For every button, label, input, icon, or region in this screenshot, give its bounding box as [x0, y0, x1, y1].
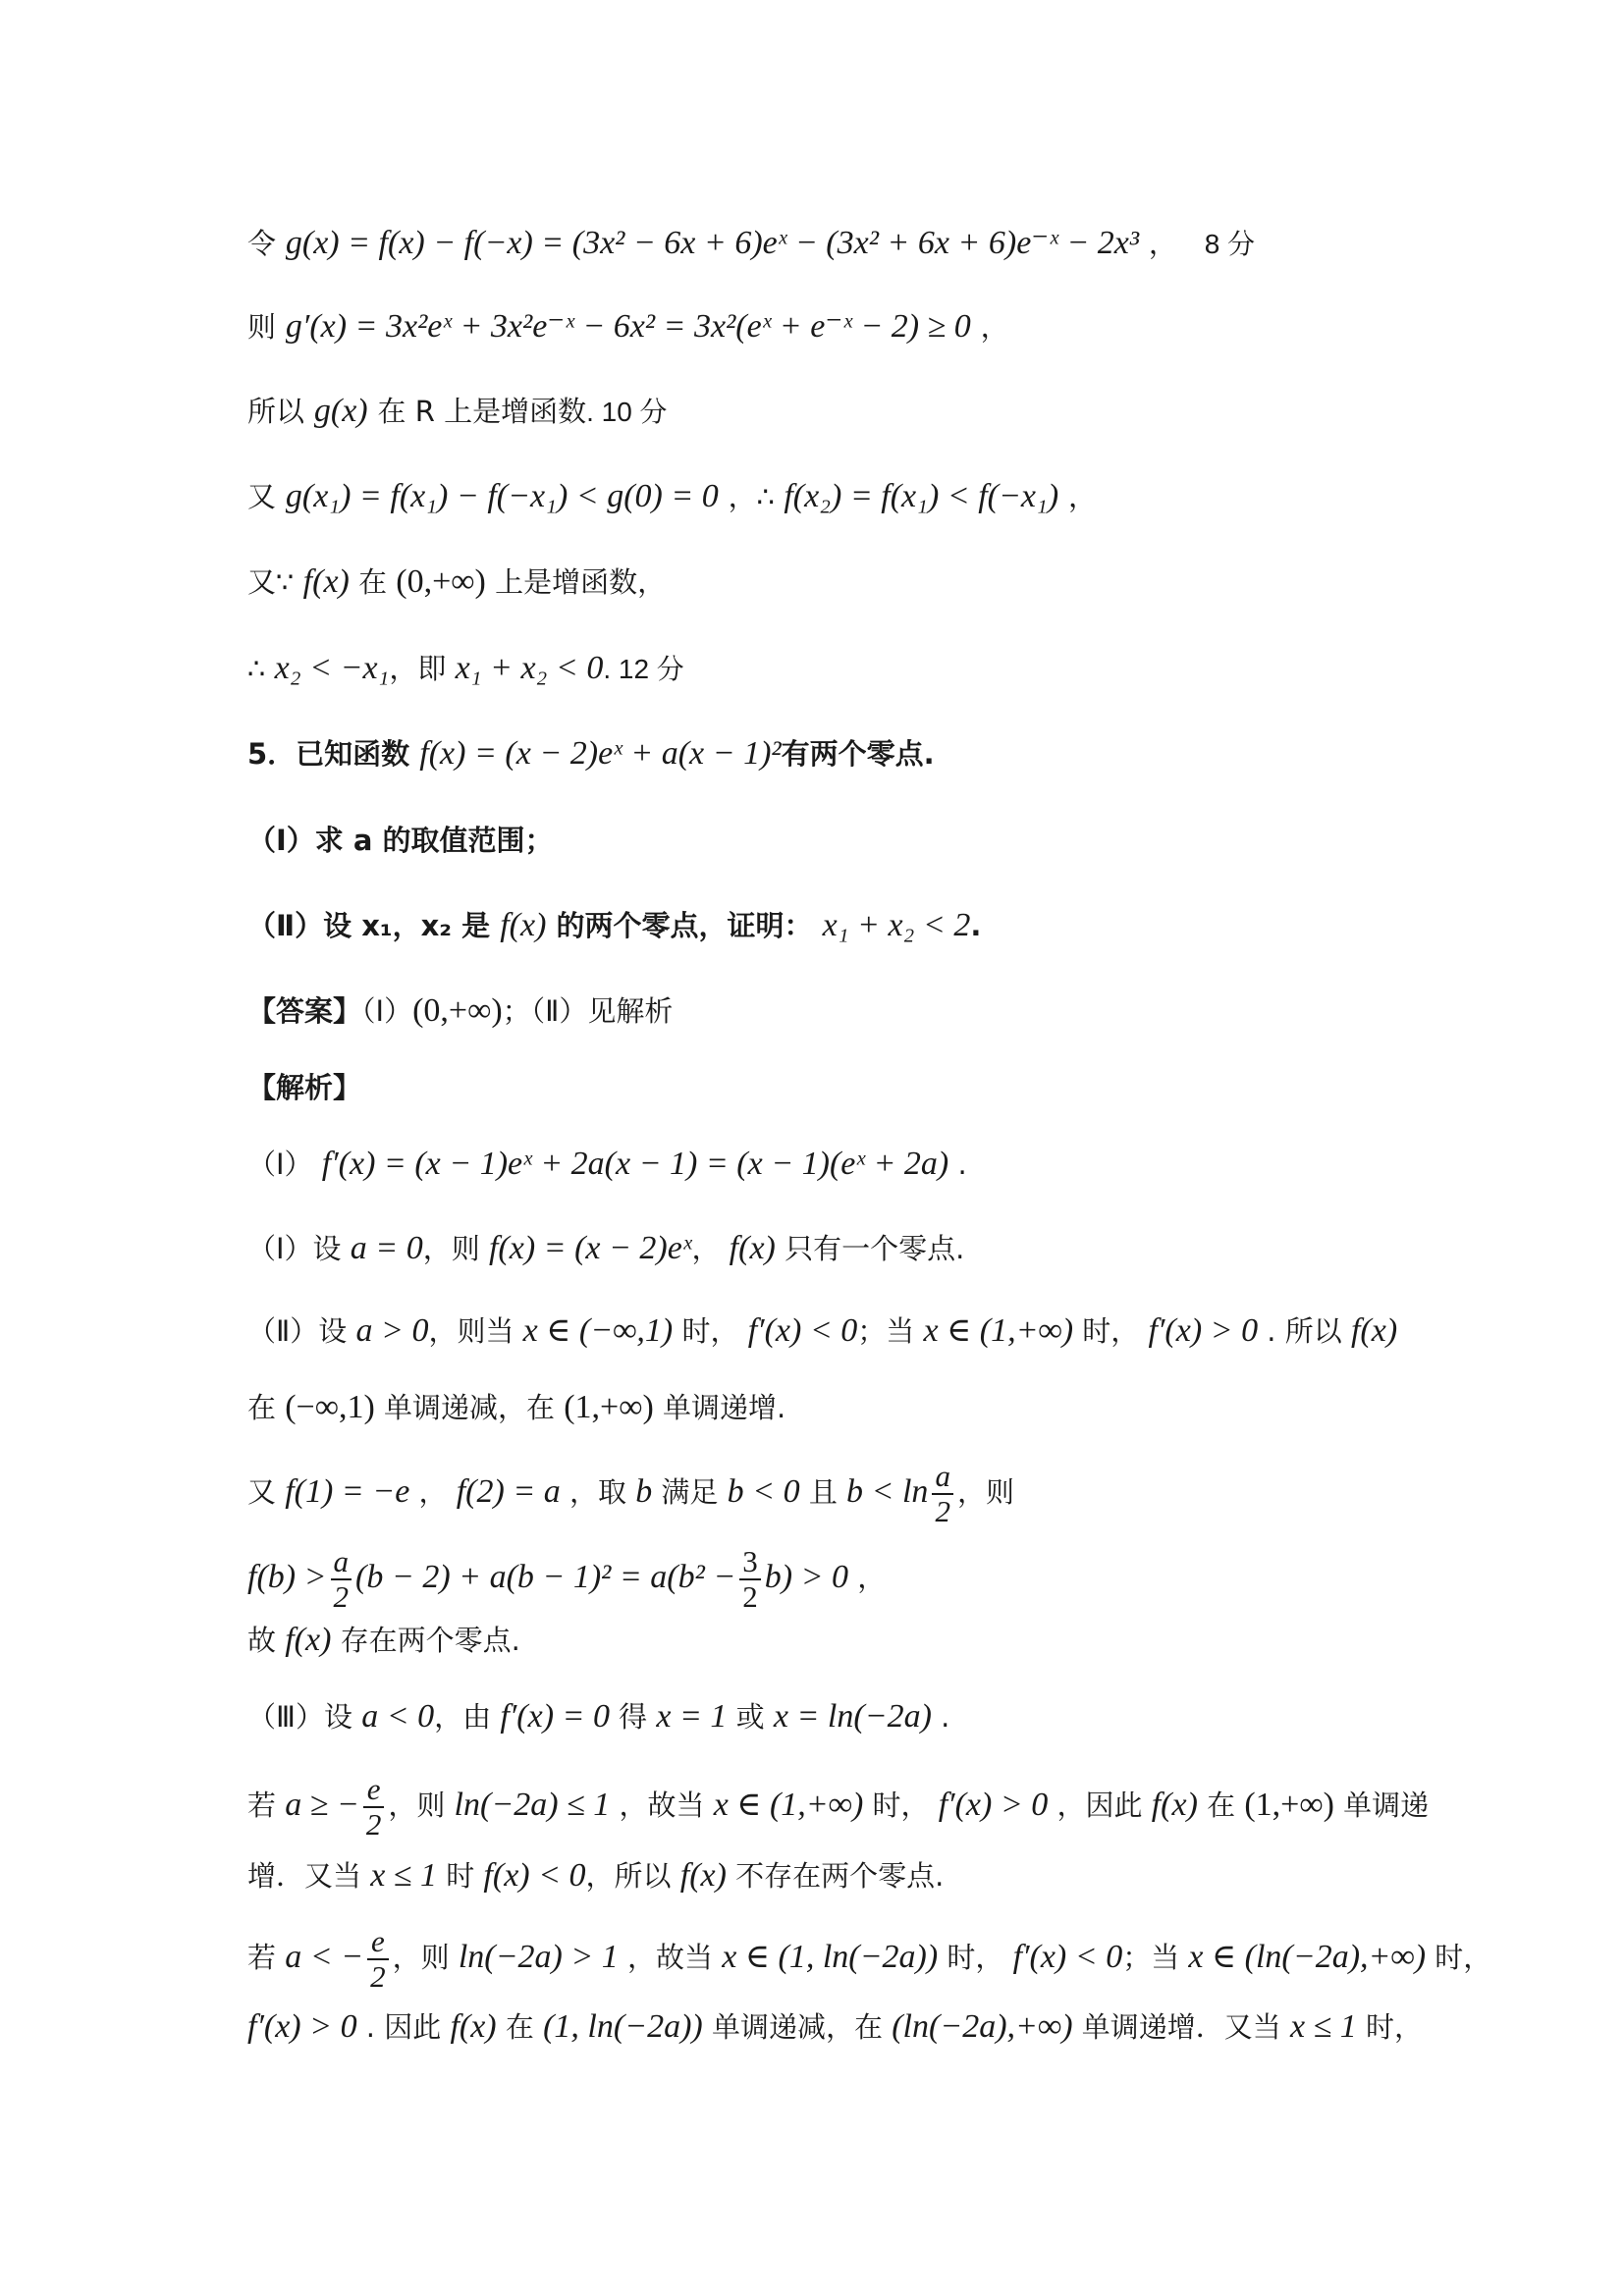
math: f(x): [1151, 1787, 1198, 1823]
math: f(x) = (x − 2)eˣ: [488, 1230, 692, 1266]
math: a ≥ −: [285, 1787, 359, 1823]
text: 单调递增.: [653, 1391, 786, 1424]
answer-tag: 【答案】: [247, 994, 362, 1028]
text: 则: [247, 310, 277, 344]
fraction-numerator: a: [932, 1460, 953, 1495]
math: f(x) < 0: [483, 1857, 586, 1894]
text: ，所以: [585, 1859, 680, 1893]
math: f′(x) > 0: [938, 1787, 1049, 1823]
text: 又: [247, 480, 277, 513]
text: 所以: [247, 395, 305, 428]
text: （Ⅱ）设 x₁，x₂ 是: [247, 909, 501, 942]
text: 的两个零点，证明：: [546, 909, 823, 942]
solution-subcase-1: [247, 1769, 1430, 1842]
fraction-numerator: e: [367, 1925, 389, 1960]
line-g-definition: [247, 222, 1406, 266]
solution-case-a-positive: [247, 1309, 1406, 1353]
score: 8 分: [1204, 229, 1256, 259]
math: f(x): [450, 2008, 497, 2045]
fraction-numerator: e: [363, 1773, 385, 1808]
line-conclusion: [247, 647, 1406, 691]
answer-line: [247, 989, 1406, 1033]
text: （Ⅰ）: [361, 994, 413, 1028]
solution-case-a-zero: [247, 1227, 1406, 1270]
math: f(x₂) = f(x₁) < f(−x₁): [784, 478, 1059, 514]
solution-subcase-2: [247, 1921, 1492, 1994]
text: （Ⅰ）: [247, 1148, 322, 1181]
fraction: [363, 1773, 385, 1842]
text: ，: [691, 1232, 730, 1265]
text: 或: [727, 1700, 774, 1734]
text: 不存在两个零点.: [726, 1859, 945, 1893]
line-g-derivative: [247, 305, 1406, 348]
text: 得: [609, 1700, 657, 1734]
analysis-tag: 【解析】: [247, 1071, 362, 1104]
math: f(x): [679, 1857, 727, 1894]
math: (ln(−2a),+∞): [892, 2008, 1073, 2045]
text: （Ⅰ）求 a 的取值范围；: [247, 824, 554, 857]
fraction: [331, 1545, 352, 1614]
math: a < −: [285, 1939, 364, 1975]
text: ，: [980, 310, 1009, 344]
math: f(x): [1350, 1312, 1398, 1349]
math: f(2) = a: [456, 1473, 561, 1510]
text: ，则: [392, 1941, 459, 1974]
score: . 10 分: [586, 397, 668, 427]
math: f(x): [302, 563, 350, 600]
solution-derivative: [247, 1143, 1406, 1186]
text: 时，: [938, 1941, 1013, 1974]
solution-two-zeros: [247, 1619, 1406, 1662]
math: f(x): [285, 1622, 332, 1658]
solution-subcase-1-cont: [247, 1854, 1406, 1897]
text: 在: [349, 565, 397, 599]
text: 满足: [652, 1475, 728, 1509]
text: 若: [247, 1789, 286, 1822]
fraction-numerator: a: [331, 1545, 352, 1580]
math: f(x) = (x − 2)eˣ + a(x − 1)²: [419, 735, 782, 772]
text: ，∴: [728, 480, 785, 513]
math: x₂ < −x₁: [274, 650, 390, 686]
math: f′(x) < 0: [1012, 1939, 1123, 1975]
math: x ∈ (1,+∞): [923, 1312, 1074, 1349]
text: 故: [247, 1624, 286, 1657]
math: a = 0: [350, 1230, 423, 1266]
math: g(x₁) = f(x₁) − f(−x₁) < g(0) = 0: [285, 478, 719, 514]
line-g-x1: [247, 475, 1406, 518]
text: 时，: [1356, 2010, 1423, 2044]
text: 又∵: [247, 565, 303, 599]
math: g(x): [313, 393, 368, 429]
text: 时: [436, 1859, 484, 1893]
solution-subcase-2-cont: [247, 2005, 1423, 2049]
math: (1, ln(−2a)): [543, 2008, 703, 2045]
math: a < 0: [361, 1698, 435, 1735]
text: ，即: [389, 652, 456, 685]
math: x = 1: [656, 1698, 728, 1735]
text: 且: [799, 1475, 847, 1509]
text: 存在两个零点.: [331, 1624, 520, 1657]
text: .: [948, 1148, 967, 1181]
math: f′(x) = 0: [500, 1698, 610, 1735]
math: (0,+∞): [412, 992, 503, 1029]
math: x ≤ 1: [370, 1857, 437, 1894]
text: 时，: [863, 1789, 939, 1822]
text: （Ⅲ）设: [247, 1700, 362, 1734]
text: ，故当: [610, 1789, 714, 1822]
question-number: 5．已知函数: [247, 737, 420, 771]
text: 上是增函数，: [485, 565, 667, 599]
text: 时，: [1426, 1941, 1492, 1974]
solution-monotonic: [247, 1386, 1406, 1429]
text: ，取: [560, 1475, 636, 1509]
math: f′(x) = (x − 1)eˣ + 2a(x − 1) = (x − 1)(eˣ + 2a): [321, 1146, 949, 1182]
solution-case-a-negative: [247, 1695, 1406, 1738]
fraction: [367, 1925, 389, 1994]
text: 又: [247, 1475, 286, 1509]
math: x ∈ (1, ln(−2a)): [722, 1939, 939, 1975]
text: ，由: [434, 1700, 501, 1734]
analysis-tag-line: [247, 1066, 1406, 1109]
math: ln(−2a) > 1: [458, 1939, 619, 1975]
math: (0,+∞): [396, 563, 486, 600]
text: ，: [409, 1475, 457, 1509]
line-g-increasing: [247, 390, 1406, 434]
math: b) > 0: [764, 1559, 849, 1595]
fraction: [739, 1545, 761, 1614]
math: x ≤ 1: [1290, 2008, 1357, 2045]
math: x₁ + x₂ < 2: [822, 907, 971, 943]
solution-choose-b: [247, 1456, 1406, 1528]
solution-fb-positive: [247, 1541, 1406, 1614]
text: 令: [247, 227, 277, 260]
math: (b − 2) + a(b − 1)² = a(b² −: [355, 1559, 736, 1595]
math: (1,+∞): [1244, 1787, 1334, 1823]
fraction-denominator: 2: [370, 1958, 386, 1994]
math: f(x): [729, 1230, 776, 1266]
text: 单调递增．又当: [1072, 2010, 1290, 2044]
math: g′(x) = 3x²eˣ + 3x²e⁻ˣ − 6x² = 3x²(eˣ + e⁻ˣ − 2) ≥ 0: [285, 308, 971, 345]
text: （Ⅰ）设: [247, 1232, 351, 1265]
text: 在 R 上是增函数: [377, 395, 587, 428]
text: ，因此: [1048, 1789, 1152, 1822]
text: 若: [247, 1941, 286, 1974]
text: . 因此: [356, 2010, 451, 2044]
score: . 12 分: [603, 654, 684, 684]
text: 单调递减，在: [374, 1391, 565, 1424]
math: g(x) = f(x) − f(−x) = (3x² − 6x + 6)eˣ − (3x² + 6x + 6)e⁻ˣ − 2x³: [285, 225, 1140, 261]
math: f(b) >: [247, 1559, 327, 1595]
text: ∴: [247, 652, 275, 685]
text: 增．又当: [247, 1859, 371, 1893]
text: ，: [848, 1561, 887, 1594]
text: 在: [247, 1391, 286, 1424]
text: ，则: [388, 1789, 455, 1822]
fraction-denominator: 2: [742, 1578, 758, 1614]
math: x ∈ (ln(−2a),+∞): [1188, 1939, 1427, 1975]
math: (1,+∞): [564, 1389, 654, 1425]
fraction-denominator: 2: [333, 1578, 350, 1614]
text: ；当: [1122, 1941, 1189, 1974]
text: .: [931, 1700, 950, 1734]
text: （Ⅱ）设: [247, 1314, 356, 1348]
fraction: [932, 1460, 953, 1528]
math: x₁ + x₂ < 0: [455, 650, 604, 686]
question-5-part-1: [247, 819, 1406, 862]
question-5: [247, 732, 1406, 775]
fraction-denominator: 2: [935, 1493, 950, 1528]
text: . 所以: [1258, 1314, 1351, 1348]
math: a > 0: [355, 1312, 429, 1349]
text: 单调递减，在: [702, 2010, 893, 2044]
line-f-increasing: [247, 561, 1406, 604]
math: x ∈ (1,+∞): [713, 1787, 864, 1823]
text: 在: [1197, 1789, 1245, 1822]
math: b < 0: [727, 1473, 800, 1510]
math: b < ln: [846, 1473, 929, 1510]
text: ，则当: [428, 1314, 523, 1348]
text: ，: [1068, 480, 1098, 513]
text: ，: [1148, 227, 1177, 260]
text: ，则: [956, 1475, 1014, 1509]
text: 有两个零点.: [781, 737, 935, 771]
text: ；当: [857, 1314, 924, 1348]
math: ln(−2a) ≤ 1: [454, 1787, 611, 1823]
math: f′(x) > 0: [1148, 1312, 1259, 1349]
text: ，则: [422, 1232, 489, 1265]
math: x ∈ (−∞,1): [522, 1312, 674, 1349]
text: 只有一个零点.: [775, 1232, 965, 1265]
text: 时，: [1073, 1314, 1149, 1348]
text: ；（Ⅱ）见解析: [502, 994, 674, 1028]
text: .: [970, 909, 982, 942]
text: ，故当: [618, 1941, 723, 1974]
math: b: [635, 1473, 653, 1510]
question-5-part-2: [247, 904, 1406, 947]
math: (−∞,1): [285, 1389, 375, 1425]
text: 在: [496, 2010, 544, 2044]
math: f′(x) < 0: [747, 1312, 858, 1349]
fraction-numerator: 3: [739, 1545, 761, 1580]
math: f(1) = −e: [285, 1473, 410, 1510]
text: 单调递: [1333, 1789, 1430, 1822]
math: f(x): [500, 907, 547, 943]
text: 时，: [673, 1314, 748, 1348]
fraction-denominator: 2: [365, 1806, 382, 1842]
math: x = ln(−2a): [773, 1698, 932, 1735]
math: f′(x) > 0: [247, 2008, 357, 2045]
